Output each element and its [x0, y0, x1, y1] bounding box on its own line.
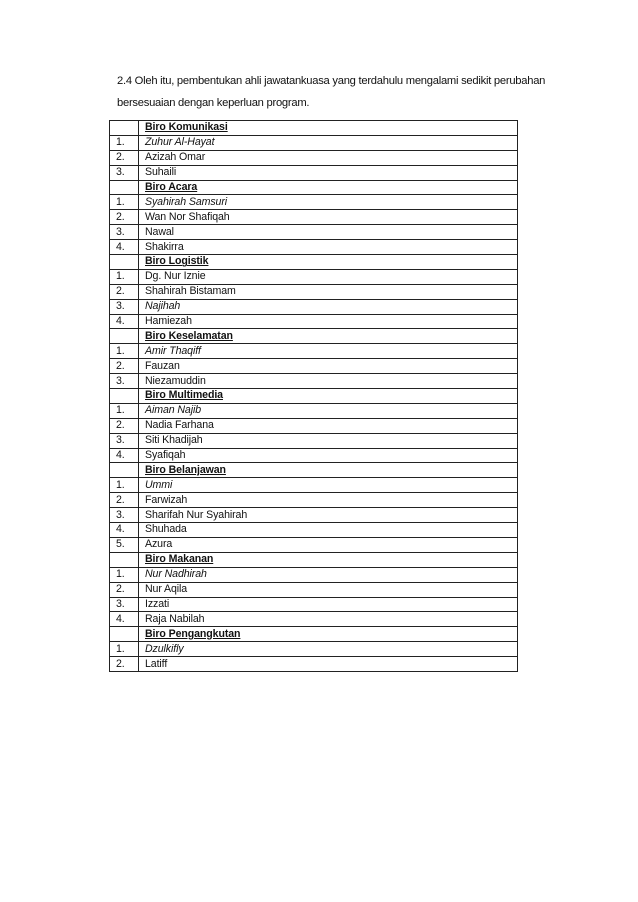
member-number: 1. — [110, 195, 139, 210]
member-number: 2. — [110, 359, 139, 374]
member-name-cell — [139, 299, 518, 314]
committee-title: Biro Acara — [145, 181, 198, 193]
member-number: 3. — [110, 225, 139, 240]
committee-title: Biro Makanan — [145, 553, 214, 566]
member-number: 3. — [110, 433, 139, 448]
member-name-cell — [139, 433, 518, 448]
heading-title-cell — [139, 121, 518, 136]
heading-number-cell — [110, 627, 139, 642]
member-row — [110, 225, 518, 240]
member-row — [110, 448, 518, 463]
member-name-cell — [139, 493, 518, 508]
member-row — [110, 567, 518, 582]
committee-heading-row — [110, 463, 518, 478]
committee-heading-row — [110, 255, 518, 270]
member-name-cell — [139, 165, 518, 180]
heading-title-cell — [139, 389, 518, 404]
heading-number-cell — [110, 389, 139, 404]
member-name-cell — [139, 642, 518, 657]
member-row — [110, 240, 518, 255]
committee-heading-row — [110, 329, 518, 344]
heading-title-cell — [139, 329, 518, 344]
member-row — [110, 537, 518, 552]
member-name: Dg. Nur Iznie — [145, 270, 206, 283]
member-name-cell — [139, 418, 518, 433]
member-name-cell — [139, 612, 518, 627]
member-number: 4. — [110, 612, 139, 627]
member-name: Najihah — [145, 300, 181, 313]
member-name: Hamiezah — [145, 315, 192, 328]
member-number: 1. — [110, 567, 139, 582]
member-name: Zuhur Al-Hayat — [145, 136, 215, 149]
heading-title-cell — [139, 463, 518, 478]
committee-title: Biro Pengangkutan — [145, 627, 241, 640]
member-number: 3. — [110, 374, 139, 389]
member-row — [110, 478, 518, 493]
member-row — [110, 418, 518, 433]
member-name: Shuhada — [145, 523, 187, 536]
member-name-cell — [139, 597, 518, 612]
member-row — [110, 582, 518, 597]
member-name-cell — [139, 195, 518, 210]
member-name: Sharifah Nur Syahirah — [145, 508, 248, 521]
member-name: Wan Nor Shafiqah — [145, 210, 230, 223]
member-number: 1. — [110, 344, 139, 359]
member-number: 3. — [110, 508, 139, 523]
member-number: 1. — [110, 403, 139, 418]
heading-number-cell — [110, 552, 139, 567]
member-row — [110, 344, 518, 359]
member-number: 2. — [110, 284, 139, 299]
intro-line-1: 2.4 Oleh itu, pembentukan ahli jawatankuasa yang terdahulu mengalami sedikit perubahan — [117, 75, 546, 87]
member-name: Syahirah Samsuri — [145, 195, 228, 208]
member-name: Siti Khadijah — [145, 434, 203, 447]
member-name: Nadia Farhana — [145, 419, 214, 432]
committee-title: Biro Keselamatan — [145, 329, 233, 342]
intro-paragraph — [117, 70, 567, 114]
heading-number-cell — [110, 180, 139, 195]
member-name-cell — [139, 150, 518, 165]
member-name: Farwizah — [145, 493, 188, 506]
member-name: Syafiqah — [145, 449, 186, 462]
committee-heading-row — [110, 389, 518, 404]
member-row — [110, 523, 518, 538]
heading-number-cell — [110, 329, 139, 344]
committee-heading-row — [110, 627, 518, 642]
member-name: Dzulkifly — [145, 642, 184, 655]
member-row — [110, 284, 518, 299]
member-number: 5. — [110, 537, 139, 552]
member-name: Suhaili — [145, 166, 177, 179]
member-name: Latiff — [145, 657, 168, 670]
member-name: Shahirah Bistamam — [145, 285, 236, 298]
heading-title-cell — [139, 255, 518, 270]
member-name-cell — [139, 508, 518, 523]
member-name-cell — [139, 478, 518, 493]
member-name-cell — [139, 359, 518, 374]
member-row — [110, 642, 518, 657]
member-row — [110, 299, 518, 314]
member-name: Azizah Omar — [145, 151, 206, 164]
committee-title: Biro Logistik — [145, 255, 209, 268]
member-name-cell — [139, 284, 518, 299]
member-row — [110, 403, 518, 418]
heading-title-cell — [139, 627, 518, 642]
member-name-cell — [139, 210, 518, 225]
member-name-cell — [139, 582, 518, 597]
member-name: Azura — [145, 538, 173, 551]
member-number: 4. — [110, 314, 139, 329]
member-name-cell — [139, 344, 518, 359]
member-name: Izzati — [145, 597, 170, 610]
member-row — [110, 508, 518, 523]
member-name: Amir Thaqiff — [145, 344, 201, 357]
member-row — [110, 657, 518, 672]
member-number: 2. — [110, 150, 139, 165]
member-name-cell — [139, 537, 518, 552]
member-name-cell — [139, 523, 518, 538]
member-number: 4. — [110, 448, 139, 463]
member-name-cell — [139, 314, 518, 329]
member-row — [110, 135, 518, 150]
committee-heading-row — [110, 180, 518, 195]
member-name: Niezamuddin — [145, 374, 206, 387]
committee-title: Biro Multimedia — [145, 389, 223, 402]
committee-heading-row — [110, 121, 518, 136]
member-row — [110, 195, 518, 210]
member-row — [110, 269, 518, 284]
member-name-cell — [139, 225, 518, 240]
member-row — [110, 210, 518, 225]
member-row — [110, 493, 518, 508]
heading-title-cell — [139, 552, 518, 567]
member-number: 2. — [110, 657, 139, 672]
committee-table — [109, 120, 518, 672]
member-name: Nur Aqila — [145, 583, 188, 596]
member-name-cell — [139, 135, 518, 150]
member-row — [110, 165, 518, 180]
member-name: Nur Nadhirah — [145, 568, 207, 581]
committee-title: Biro Komunikasi — [145, 121, 228, 134]
member-number: 1. — [110, 478, 139, 493]
member-name: Shakirra — [145, 240, 184, 253]
member-name-cell — [139, 657, 518, 672]
member-row — [110, 612, 518, 627]
member-row — [110, 433, 518, 448]
member-name: Aiman Najib — [145, 404, 202, 417]
member-number: 3. — [110, 165, 139, 180]
member-number: 2. — [110, 493, 139, 508]
member-name-cell — [139, 403, 518, 418]
committee-table-body — [110, 121, 518, 672]
heading-number-cell — [110, 255, 139, 270]
member-number: 2. — [110, 582, 139, 597]
member-name: Raja Nabilah — [145, 612, 205, 625]
member-row — [110, 359, 518, 374]
member-name-cell — [139, 448, 518, 463]
member-number: 1. — [110, 135, 139, 150]
member-row — [110, 150, 518, 165]
member-name: Nawal — [145, 225, 174, 238]
member-row — [110, 374, 518, 389]
heading-number-cell — [110, 121, 139, 136]
member-name-cell — [139, 269, 518, 284]
heading-number-cell — [110, 463, 139, 478]
member-number: 4. — [110, 240, 139, 255]
member-number: 3. — [110, 299, 139, 314]
member-number: 3. — [110, 597, 139, 612]
member-name: Fauzan — [145, 359, 180, 372]
member-row — [110, 597, 518, 612]
intro-line-2: bersesuaian dengan keperluan program. — [117, 97, 310, 109]
member-name-cell — [139, 240, 518, 255]
member-row — [110, 314, 518, 329]
member-number: 4. — [110, 523, 139, 538]
heading-title-cell — [139, 180, 518, 195]
committee-heading-row — [110, 552, 518, 567]
member-name-cell — [139, 567, 518, 582]
member-number: 1. — [110, 269, 139, 284]
member-number: 2. — [110, 418, 139, 433]
member-number: 2. — [110, 210, 139, 225]
member-number: 1. — [110, 642, 139, 657]
committee-title: Biro Belanjawan — [145, 463, 226, 476]
member-name-cell — [139, 374, 518, 389]
member-name: Ummi — [145, 478, 173, 491]
